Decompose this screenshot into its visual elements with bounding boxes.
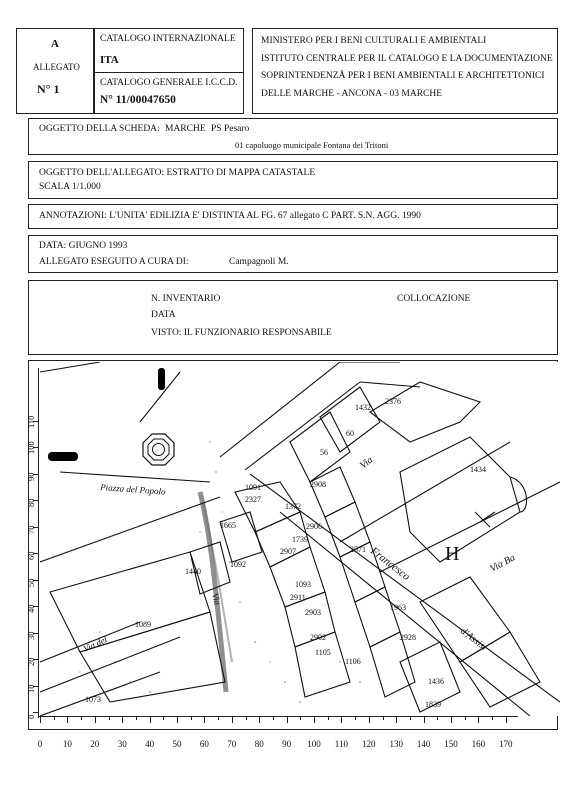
oggetto-scheda-region: MARCHE bbox=[165, 124, 206, 134]
x-axis-tick bbox=[150, 716, 151, 723]
x-axis-minor-tick bbox=[54, 716, 55, 720]
inventario-visto: VISTO: IL FUNZIONARIO RESPONSABILE bbox=[151, 328, 332, 338]
y-axis-tick-label: 50 bbox=[26, 578, 36, 587]
x-axis-tick bbox=[341, 716, 342, 723]
x-axis-tick-label: 170 bbox=[499, 739, 513, 749]
ministry-box bbox=[252, 28, 558, 114]
y-axis-tick-label: 100 bbox=[26, 441, 36, 454]
annotazioni-text: ANNOTAZIONI: L'UNITA' EDILIZIA E' DISTINTA AL FG. 67 allegato C PART. S.N. AGG. 1990 bbox=[39, 211, 421, 221]
catalog-number: N° 11/00047650 bbox=[100, 94, 176, 106]
y-axis-tick-label: 30 bbox=[26, 631, 36, 640]
x-axis-tick bbox=[232, 716, 233, 723]
y-axis-tick-label: 80 bbox=[26, 498, 36, 507]
cadastral-map-svg bbox=[40, 362, 560, 716]
x-axis-tick bbox=[369, 716, 370, 723]
allegato-box bbox=[16, 28, 94, 114]
y-axis-line bbox=[38, 368, 39, 718]
allegato-word: ALLEGATO bbox=[33, 62, 80, 72]
x-axis-tick bbox=[287, 716, 288, 723]
label-p2907: 2907 bbox=[280, 547, 296, 556]
label-via-francesco: Francesco bbox=[368, 544, 413, 583]
y-axis-tick-label: 70 bbox=[26, 525, 36, 534]
scan-mark-left bbox=[48, 452, 78, 461]
x-axis-tick-label: 30 bbox=[117, 739, 127, 749]
label-p2908: 2908 bbox=[310, 480, 326, 489]
x-axis-tick bbox=[396, 716, 397, 723]
x-axis-tick-label: 100 bbox=[307, 739, 321, 749]
catalog-intl-label: CATALOGO INTERNAZIONALE bbox=[100, 34, 236, 44]
label-p1436: 1436 bbox=[428, 677, 444, 686]
label-p1440: 1440 bbox=[185, 567, 201, 576]
label-p1432: 1432 bbox=[355, 403, 371, 412]
x-axis-minor-tick bbox=[355, 716, 356, 720]
allegato-number: N° 1 bbox=[37, 82, 60, 96]
label-p2571: 2571 bbox=[350, 545, 366, 554]
label-p56: 56 bbox=[320, 448, 328, 457]
data-eseguito-label: ALLEGATO ESEGUITO A CURA DI: bbox=[39, 257, 189, 267]
x-axis-minor-tick bbox=[136, 716, 137, 720]
x-axis-tick bbox=[451, 716, 452, 723]
inventario-n: N. INVENTARIO bbox=[151, 294, 221, 304]
y-axis-tick-label: 0 bbox=[26, 714, 36, 719]
allegato-letter: A bbox=[51, 38, 59, 50]
label-p1093: 1093 bbox=[295, 580, 311, 589]
inventario-data: DATA bbox=[151, 310, 176, 320]
x-axis-tick bbox=[40, 716, 41, 723]
catalog-general-label: CATALOGO GENERALE I.C.C.D. bbox=[100, 78, 238, 88]
x-axis-minor-tick bbox=[328, 716, 329, 720]
x-axis-tick bbox=[204, 716, 205, 723]
ministry-line1: MINISTERO PER I BENI CULTURALI E AMBIENTALI bbox=[261, 36, 487, 46]
x-axis-tick bbox=[177, 716, 178, 723]
label-p1092: 1092 bbox=[230, 560, 246, 569]
label-p1105: 1105 bbox=[315, 648, 331, 657]
label-via-top: Via bbox=[358, 454, 376, 472]
label-p2906: 2906 bbox=[306, 522, 322, 531]
label-p1839: 1839 bbox=[425, 700, 441, 709]
label-via-del: Via del bbox=[81, 634, 109, 654]
x-axis-tick bbox=[259, 716, 260, 723]
label-p2911: 2911 bbox=[290, 593, 306, 602]
x-axis-tick-label: 90 bbox=[282, 739, 292, 749]
inventario-box bbox=[28, 280, 558, 355]
x-axis-minor-tick bbox=[163, 716, 164, 720]
ministry-line4: DELLE MARCHE - ANCONA - 03 MARCHE bbox=[261, 89, 443, 99]
label-p2928: 2928 bbox=[400, 633, 416, 642]
label-via-assisi: d'Assisi bbox=[458, 625, 489, 654]
oggetto-scheda-label: OGGETTO DELLA SCHEDA: bbox=[39, 124, 160, 134]
x-axis-tick-label: 130 bbox=[389, 739, 403, 749]
x-axis-tick-label: 60 bbox=[199, 739, 209, 749]
catalog-box bbox=[94, 28, 244, 114]
x-axis-tick-label: 10 bbox=[62, 739, 72, 749]
oggetto-allegato-label: OGGETTO DELL'ALLEGATO: ESTRATTO DI MAPPA CATASTALE bbox=[39, 168, 316, 178]
x-axis-tick-label: 50 bbox=[172, 739, 182, 749]
y-axis-tick-label: 110 bbox=[26, 415, 36, 428]
label-via-mid: Via bbox=[210, 591, 223, 606]
x-axis-tick bbox=[67, 716, 68, 723]
x-axis-tick-label: 80 bbox=[254, 739, 264, 749]
x-axis-minor-tick bbox=[410, 716, 411, 720]
oggetto-allegato-box bbox=[28, 161, 558, 199]
label-p1434: 1434 bbox=[470, 465, 486, 474]
x-axis-tick-label: 120 bbox=[362, 739, 376, 749]
label-p1106: 1106 bbox=[345, 657, 361, 666]
x-axis-minor-tick bbox=[81, 716, 82, 720]
label-p1073: 1073 bbox=[85, 695, 101, 704]
oggetto-scheda-box bbox=[28, 118, 558, 155]
y-axis-tick-label: 40 bbox=[26, 604, 36, 613]
oggetto-scheda-province: PS Pesaro bbox=[211, 124, 250, 134]
catalog-divider bbox=[95, 72, 243, 73]
cadastral-map bbox=[40, 362, 560, 716]
x-axis-minor-tick bbox=[109, 716, 110, 720]
oggetto-scheda-detail: 01 capoluogo municipale Fontana dei Tritoni bbox=[235, 140, 389, 150]
x-axis-tick-label: 20 bbox=[90, 739, 100, 749]
y-axis-tick-label: 20 bbox=[26, 657, 36, 666]
x-axis-minor-tick bbox=[191, 716, 192, 720]
x-axis-minor-tick bbox=[383, 716, 384, 720]
x-axis-tick bbox=[95, 716, 96, 723]
label-p1091: 1091 bbox=[245, 483, 261, 492]
x-axis-minor-tick bbox=[218, 716, 219, 720]
label-p1372: 1372 bbox=[285, 502, 301, 511]
y-axis-tick-label: 90 bbox=[26, 472, 36, 481]
x-axis-tick-label: 140 bbox=[416, 739, 431, 749]
x-axis-line bbox=[38, 716, 518, 717]
label-p1739: 1739 bbox=[292, 535, 308, 544]
ink-blot bbox=[158, 368, 165, 390]
x-axis-tick-label: 40 bbox=[145, 739, 155, 749]
x-axis-tick bbox=[424, 716, 425, 723]
inventario-collocazione: COLLOCAZIONE bbox=[397, 294, 471, 304]
label-p1089: 1089 bbox=[135, 620, 151, 629]
annotazioni-box bbox=[28, 204, 558, 229]
x-axis-minor-tick bbox=[300, 716, 301, 720]
x-axis-tick bbox=[478, 716, 479, 723]
label-via-ba: Via Ba bbox=[488, 552, 518, 575]
label-p2902: 2902 bbox=[310, 633, 326, 642]
x-axis-tick-label: 150 bbox=[444, 739, 458, 749]
data-date: DATA: GIUGNO 1993 bbox=[39, 241, 128, 251]
label-p1963: 1963 bbox=[390, 603, 406, 612]
x-axis-tick bbox=[506, 716, 507, 723]
ministry-line3: SOPRINTENDENZÅ PER I BENI AMBIENTALI E ARCHITETTONICI bbox=[261, 71, 545, 81]
fountain-octagon bbox=[143, 434, 174, 465]
catalog-intl-value: ITA bbox=[100, 54, 119, 66]
label-p2327: 2327 bbox=[245, 495, 261, 504]
x-axis-minor-tick bbox=[246, 716, 247, 720]
y-axis-tick bbox=[33, 712, 38, 713]
x-axis-tick bbox=[122, 716, 123, 723]
label-piazza: Piazza del Popolo bbox=[99, 482, 166, 497]
x-axis-minor-tick bbox=[273, 716, 274, 720]
x-axis-tick-label: 110 bbox=[334, 739, 348, 749]
oggetto-allegato-scala: SCALA 1/1.000 bbox=[39, 182, 101, 192]
label-h: H bbox=[445, 543, 460, 565]
ministry-line2: ISTITUTO CENTRALE PER IL CATALOGO E LA DOCUMENTAZIONE bbox=[261, 54, 553, 64]
x-axis-minor-tick bbox=[465, 716, 466, 720]
label-p2903: 2903 bbox=[305, 608, 321, 617]
x-axis-minor-tick bbox=[437, 716, 438, 720]
x-axis-tick-label: 70 bbox=[227, 739, 237, 749]
x-axis-tick bbox=[314, 716, 315, 723]
data-box bbox=[28, 235, 558, 273]
data-eseguito-value: Campagnoli M. bbox=[229, 257, 289, 267]
y-axis-tick-label: 60 bbox=[26, 551, 36, 560]
x-axis-tick-label: 0 bbox=[37, 739, 43, 749]
label-p1665: 1665 bbox=[220, 521, 236, 530]
x-axis-minor-tick bbox=[492, 716, 493, 720]
label-p60: 60 bbox=[346, 429, 354, 438]
x-axis-tick-label: 160 bbox=[471, 739, 486, 749]
label-p2376: 2376 bbox=[385, 397, 401, 406]
y-axis-tick-label: 10 bbox=[26, 684, 36, 693]
